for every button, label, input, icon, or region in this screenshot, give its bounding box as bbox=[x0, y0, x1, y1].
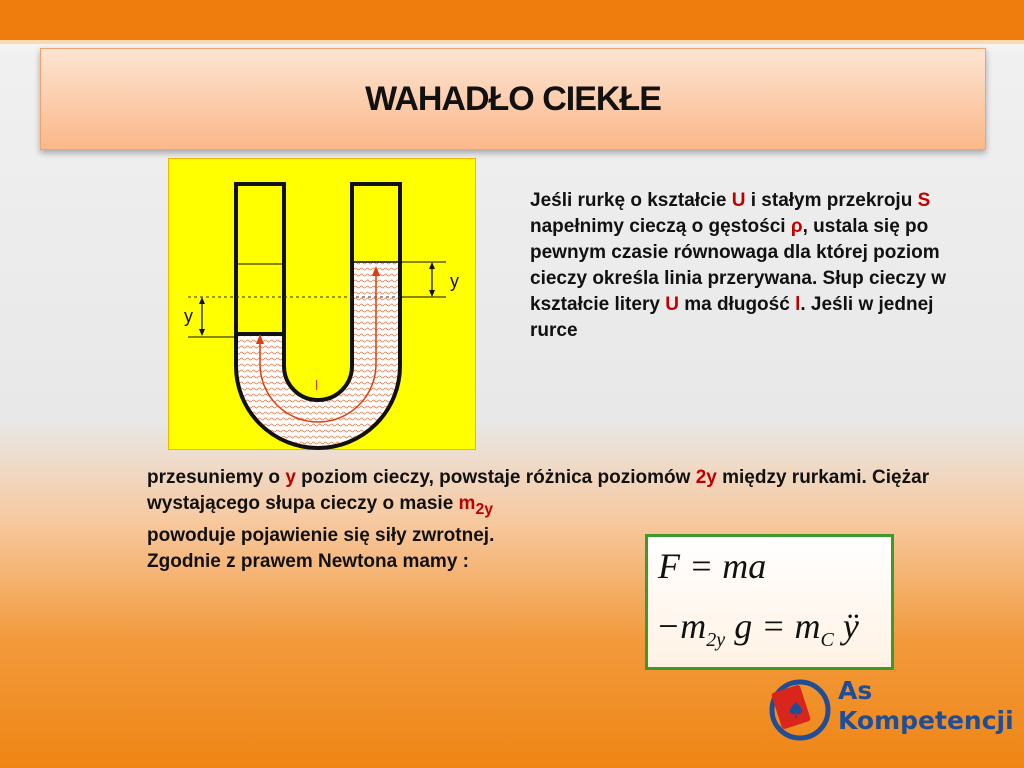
paragraph-1-run: i stałym przekroju bbox=[745, 190, 918, 211]
paragraph-2-line-2: powoduje pojawienie się siły zwrotnej. bbox=[147, 524, 495, 546]
paragraph-2-run: 2y bbox=[695, 467, 717, 488]
paragraph-2-line-1 bbox=[147, 465, 947, 523]
paragraph-1-run: S bbox=[917, 190, 931, 211]
paragraph-2-run: przesuniemy o bbox=[147, 467, 286, 488]
paragraph-1-run: napełnimy cieczą o gęstości bbox=[530, 216, 791, 237]
paragraph-2-line-3: Zgodnie z prawem Newtona mamy : bbox=[147, 550, 469, 572]
u-tube-diagram bbox=[168, 158, 476, 450]
paragraph-2-run: 2y bbox=[475, 500, 494, 518]
formula-line-1: F = ma bbox=[658, 546, 767, 586]
paragraph-2-run: między rurkami. Ciężar wystającego słupa cieczy o masie bbox=[147, 467, 930, 514]
paragraph-2-run: y bbox=[285, 467, 296, 488]
paragraph-1 bbox=[530, 188, 950, 344]
paragraph-1-run: U bbox=[665, 294, 679, 315]
slide-title: WAHADŁO CIEKŁE bbox=[365, 79, 661, 118]
formula-box bbox=[645, 534, 894, 670]
paragraph-1-run: . Jeśli w jednej rurce bbox=[530, 294, 934, 341]
paragraph-1-run: ρ bbox=[790, 216, 803, 237]
paragraph-1-run: , ustala się po pewnym czasie równowaga dla której poziom cieczy określa linia przerywana. Słup cieczy w kształcie litery bbox=[530, 216, 947, 315]
paragraph-1-run: ma długość bbox=[678, 294, 796, 315]
label-y-left: y bbox=[184, 306, 193, 326]
title-box bbox=[40, 48, 986, 150]
paragraph-1-run: Jeśli rurkę o kształcie bbox=[530, 190, 732, 211]
paragraph-1-run: l bbox=[795, 294, 801, 315]
paragraph-1-run: U bbox=[731, 190, 746, 211]
top-divider bbox=[0, 40, 1024, 44]
formula-line-2: $-m_{2y}$ $g = m_C$ ÿ bbox=[656, 606, 859, 652]
logo-text-kompetencji: Kompetencji bbox=[838, 706, 1014, 735]
label-y-right: y bbox=[450, 271, 459, 291]
paragraph-2-run: m bbox=[458, 493, 476, 514]
logo-text-as: As bbox=[838, 676, 873, 705]
top-bar bbox=[0, 0, 1024, 40]
paragraph-2-run: poziom cieczy, powstaje różnica poziomów bbox=[295, 467, 696, 488]
label-l: l bbox=[315, 377, 319, 393]
